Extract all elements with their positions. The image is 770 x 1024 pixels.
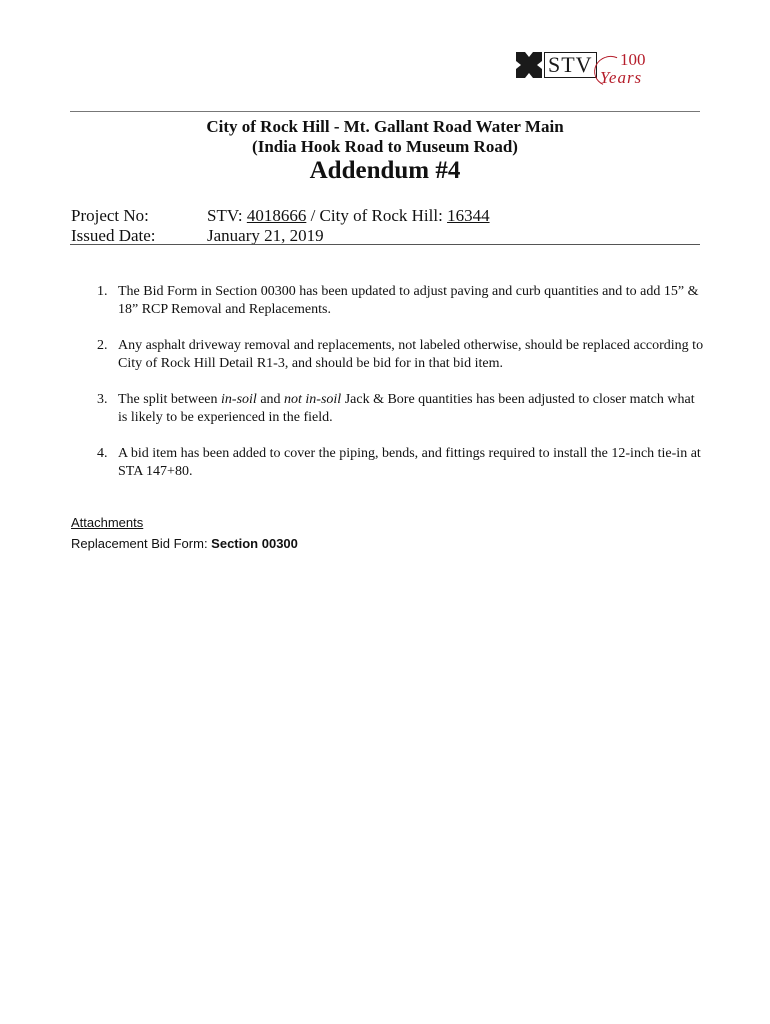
item-number: 3. bbox=[97, 392, 108, 407]
addendum-heading: Addendum #4 bbox=[309, 157, 461, 184]
item-text bbox=[118, 392, 695, 425]
list-item bbox=[85, 445, 705, 481]
item-text-part: The split between bbox=[118, 392, 222, 407]
attachment-label: Replacement Bid Form: bbox=[71, 536, 212, 551]
item-number: 1. bbox=[97, 284, 108, 299]
item-number: 2. bbox=[97, 338, 108, 353]
item-italic-term: not in-soil bbox=[284, 392, 342, 407]
header-divider bbox=[70, 111, 700, 112]
document-subtitle: (India Hook Road to Museum Road) bbox=[252, 137, 518, 156]
document-title: City of Rock Hill - Mt. Gallant Road Water Main bbox=[206, 117, 564, 136]
logo-wordmark: STV bbox=[544, 52, 597, 78]
item-text-part: Jack & Bore quantities has been adjusted to closer match what is likely to be experienced in the field. bbox=[118, 392, 695, 425]
issued-date-label: Issued Date: bbox=[71, 226, 156, 245]
item-text: A bid item has been added to cover the piping, bends, and fittings required to install the 12-inch tie-in at STA 147+80. bbox=[118, 446, 701, 479]
project-number-label: Project No: bbox=[71, 206, 149, 225]
list-item bbox=[85, 283, 705, 319]
stv-logo bbox=[516, 48, 676, 94]
item-text: The Bid Form in Section 00300 has been updated to adjust paving and curb quantities and to add 15” & 18” RCP Removal and Replacements. bbox=[118, 284, 699, 317]
addendum-items-list bbox=[85, 283, 705, 499]
stv-diamond-mark-icon bbox=[516, 52, 542, 78]
project-prefix: STV: bbox=[207, 206, 247, 225]
issued-date-value: January 21, 2019 bbox=[207, 226, 324, 245]
item-text: Any asphalt driveway removal and replacements, not labeled otherwise, should be replaced according to City of Rock Hill Detail R1-3, and should be bid for in that bid item. bbox=[118, 338, 704, 371]
list-item bbox=[85, 391, 705, 427]
project-separator: / City of Rock Hill: bbox=[306, 206, 448, 225]
item-number: 4. bbox=[97, 446, 108, 461]
logo-anniversary-number: 100 bbox=[620, 50, 646, 69]
attachment-line bbox=[71, 536, 298, 551]
list-item bbox=[85, 337, 705, 373]
city-project-number: 16344 bbox=[447, 206, 490, 225]
item-text-part: and bbox=[256, 392, 285, 407]
stv-project-number: 4018666 bbox=[246, 206, 307, 225]
item-italic-term: in-soil bbox=[221, 392, 257, 407]
project-number-value bbox=[207, 206, 490, 226]
meta-divider bbox=[70, 244, 700, 245]
attachments-heading: Attachments bbox=[71, 515, 144, 530]
attachment-section: Section 00300 bbox=[211, 536, 298, 551]
logo-years-script: Years bbox=[600, 68, 643, 87]
